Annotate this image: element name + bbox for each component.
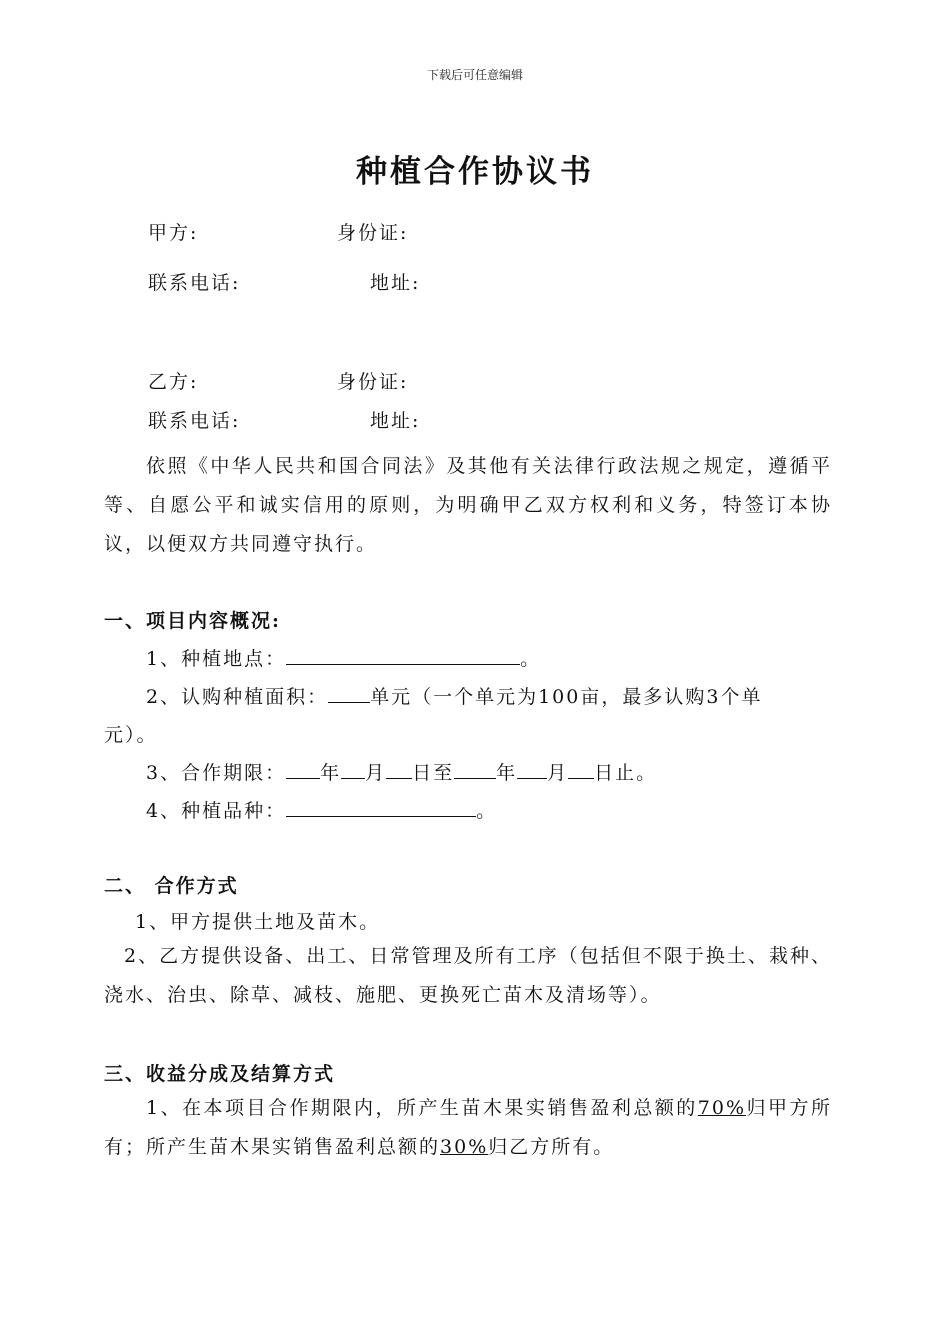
item-4-end: 。 [476,800,498,822]
planting-variety-label: 4、种植品种： [146,800,287,822]
party-b-address-label: 地址: [370,410,421,432]
section-2-item-2: 2、乙方提供设备、出工、日常管理及所有工序（包括但不限于换土、栽种、浇水、治虫、除草、减枝、施肥、更换死亡苗木及清场等）。 [104,945,832,1006]
revenue-text-1: 1、在本项目合作期限内，所产生苗木果实销售盈利总额的 [146,1097,698,1119]
cooperation-term-label: 3、合作期限： [146,762,287,784]
party-b-label: 乙方: [148,371,199,393]
section-1-item-2 [146,682,762,709]
end-month-blank[interactable] [517,760,547,779]
intro-paragraph: 依照《中华人民共和国合同法》及其他有关法律行政法规之规定，遵循平等、自愿公平和诚实信用的原则，为明确甲乙双方权利和义务，特签订本协议，以便双方共同遵守执行。 [104,455,832,555]
party-a-share-percent: 70% [697,1097,747,1119]
end-day-blank[interactable] [568,760,594,779]
planting-location-blank[interactable] [286,646,520,665]
start-day-blank[interactable] [386,760,412,779]
section-3-heading: 三、收益分成及结算方式 [104,1063,336,1085]
planting-location-label: 1、种植地点： [146,648,287,670]
section-1-item-3 [146,758,657,785]
section-3-item-1 [104,1089,832,1167]
section-1-item-4 [146,796,497,823]
start-month-unit: 月 [365,762,387,784]
revenue-text-3: 归乙方所有。 [488,1136,615,1158]
end-year-blank[interactable] [454,760,496,779]
end-day-end: 日止。 [594,762,658,784]
party-a-id-label: 身份证: [337,222,409,244]
start-year-blank[interactable] [286,760,320,779]
item-1-end: 。 [520,648,542,670]
end-month-unit: 月 [547,762,569,784]
party-b-id-label: 身份证: [337,371,409,393]
start-day-to: 日至 [412,762,455,784]
party-a-address-label: 地址: [370,272,421,294]
section-2-item-1: 1、甲方提供土地及苗木。 [135,911,381,933]
end-year-unit: 年 [496,762,518,784]
party-b-share-percent: 30% [440,1136,489,1158]
party-a-label: 甲方: [148,222,199,244]
section-1-heading: 一、项目内容概况: [104,610,282,632]
revenue-text-2: 归甲方所有；所产生苗木果实销售盈利总额的 [104,1097,832,1158]
section-1-item-2-continued: 元）。 [104,724,158,746]
start-month-blank[interactable] [341,760,365,779]
planting-area-rest: 单元（一个单元为100亩，最多认购3个单 [370,686,763,708]
section-1-item-1 [146,644,541,671]
party-a-phone-label: 联系电话: [148,272,241,294]
planting-area-blank[interactable] [328,684,370,703]
page-header-note: 下载后可任意编辑 [426,68,523,82]
planting-variety-blank[interactable] [286,798,476,817]
party-b-phone-label: 联系电话: [148,410,241,432]
document-title: 种植合作协议书 [356,154,594,190]
section-2-heading: 二、 合作方式 [104,875,239,897]
start-year-unit: 年 [320,762,342,784]
planting-area-label: 2、认购种植面积： [146,686,329,708]
